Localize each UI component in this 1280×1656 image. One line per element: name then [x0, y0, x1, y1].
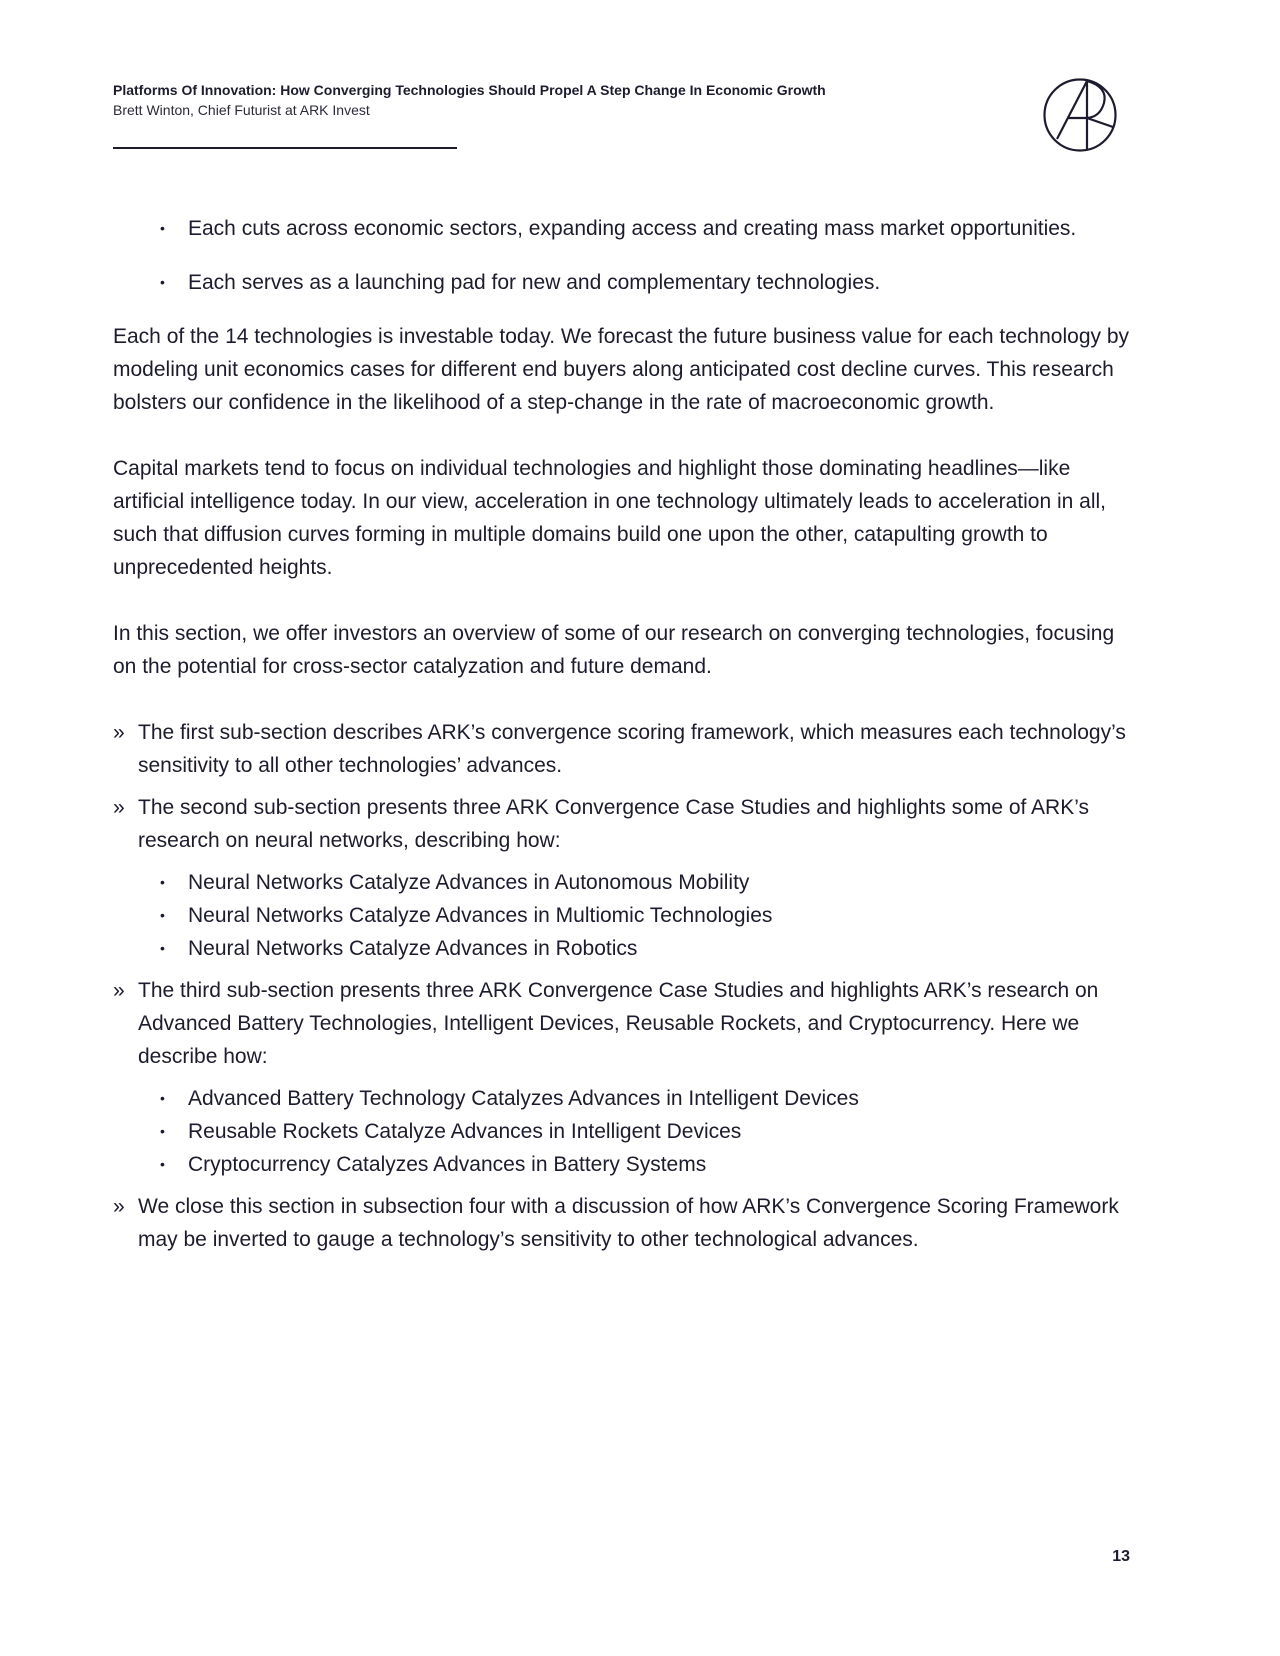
main-content	[113, 212, 1133, 1265]
page-header	[113, 80, 993, 120]
subsection-item-first	[113, 716, 1133, 782]
list-item: • Neural Networks Catalyze Advances in Robotics	[138, 932, 1133, 965]
case-study-list	[138, 1082, 1133, 1181]
list-marker: »	[113, 1195, 125, 1218]
list-item: • Cryptocurrency Catalyzes Advances in Battery Systems	[138, 1148, 1133, 1181]
paragraph-capital-markets: Capital markets tend to focus on individual technologies and highlight those dominating headlines—like artificial intelligence today. In our view, acceleration in one technology ultimately leads to acceleration in all, such that diffusion curves forming in multiple domains build one upon the other, catapulting growth to unprecedented heights.	[113, 457, 1106, 579]
ark-logo-icon	[1042, 77, 1118, 153]
subsection-text: The first sub-section describes ARK’s convergence scoring framework, which measures each technology’s sensitivity to all other technologies’ advances.	[138, 721, 1126, 777]
intro-bullet-list	[113, 212, 1133, 299]
document-title: Platforms Of Innovation: How Converging Technologies Should Propel A Step Change In Economic Growth	[113, 82, 826, 98]
list-item: • Each serves as a launching pad for new and complementary technologies.	[113, 266, 1133, 299]
list-marker: »	[113, 979, 125, 1002]
header-divider	[113, 147, 457, 149]
subsection-text: We close this section in subsection four with a discussion of how ARK’s Convergence Scoring Framework may be inverted to gauge a technology’s sensitivity to other technological advances.	[138, 1195, 1119, 1251]
subsection-text: The third sub-section presents three ARK Convergence Case Studies and highlights ARK’s research on Advanced Battery Technologies, Intelligent Devices, Reusable Rockets, and Cryptocurrency. Here we describe how:	[138, 979, 1099, 1068]
list-marker: »	[113, 796, 125, 819]
paragraph-overview: In this section, we offer investors an overview of some of our research on converging technologies, focusing on the potential for cross-sector catalyzation and future demand.	[113, 622, 1115, 678]
case-study-list	[138, 866, 1133, 965]
list-item: • Neural Networks Catalyze Advances in Autonomous Mobility	[138, 866, 1133, 899]
page-number: 13	[1112, 1548, 1130, 1565]
paragraph-investable: Each of the 14 technologies is investable today. We forecast the future business value for each technology by modeling unit economics cases for different end buyers along anticipated cost decline curves. This research bolsters our confidence in the likelihood of a step-change in the rate of macroeconomic growth.	[113, 325, 1130, 414]
list-item: • Neural Networks Catalyze Advances in Multiomic Technologies	[138, 899, 1133, 932]
subsection-item-second	[113, 791, 1133, 965]
list-item: • Each cuts across economic sectors, expanding access and creating mass market opportunities.	[113, 212, 1133, 245]
list-item: • Advanced Battery Technology Catalyzes Advances in Intelligent Devices	[138, 1082, 1133, 1115]
subsection-text: The second sub-section presents three ARK Convergence Case Studies and highlights some of ARK’s research on neural networks, describing how:	[138, 796, 1089, 852]
subsection-item-fourth	[113, 1190, 1133, 1256]
subsection-list	[113, 716, 1133, 1256]
author-line: Brett Winton, Chief Futurist at ARK Invest	[113, 102, 370, 118]
list-marker: »	[113, 721, 125, 744]
subsection-item-third	[113, 974, 1133, 1181]
list-item: • Reusable Rockets Catalyze Advances in Intelligent Devices	[138, 1115, 1133, 1148]
